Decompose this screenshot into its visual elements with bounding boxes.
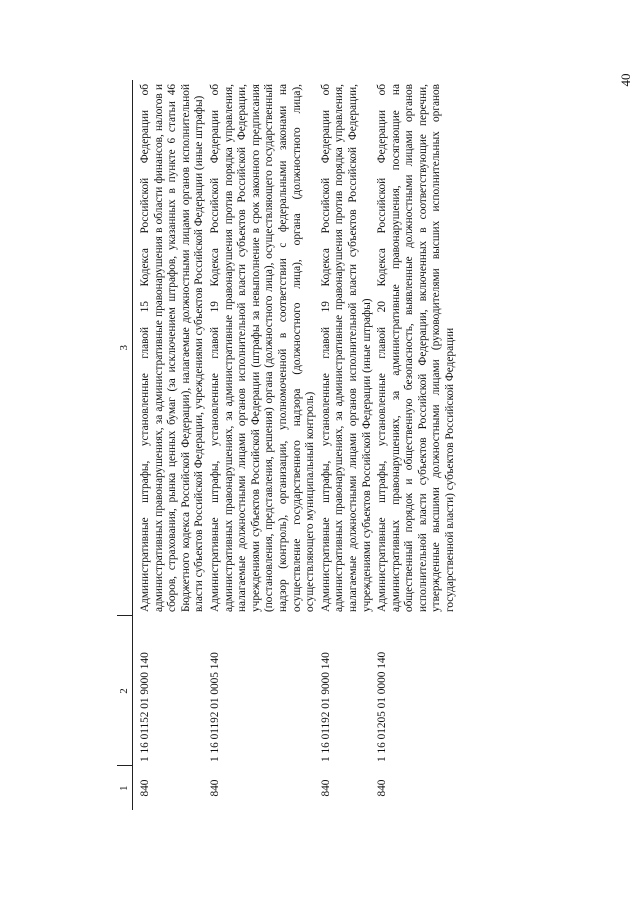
description-cell: Административные штрафы, установленные главой 19 Кодекса Российской Федерации об административных правонарушениях, за административные правонарушения против порядка управления, налагаемые должностными лицами органов исполнительной власти субъектов Российской Федерации, учреждениями субъектов Российской Федерации (штрафы за невыполнение в срок законного предписания (постановления, представления, решения) органа (должностного лица), осуществляющего государственный надзор (контроль), организации, уполномоченной в соответствии с федеральными законами на осуществление государственного надзора (должностного лица), органа (должностного лица), осуществляющего муниципальный контроль) <box>208 84 317 612</box>
budget-code-cell: 1 16 01192 01 9000 140 <box>319 652 332 762</box>
admin-code-cell: 840 <box>208 779 221 797</box>
rotated-table-container <box>117 80 494 810</box>
table-header-row <box>117 80 133 810</box>
description-cell: Административные штрафы, установленные главой 20 Кодекса Российской Федерации об административных правонарушениях, за административные правонарушения, посягающие на общественный порядок и общественную безопасность, выявленные должностными лицами органов исполнительной власти субъектов Российской Федерации, включенных в соответствующие перечни, утвержденные высшими должностными лицами (руководителями высших исполнительных органов государственной власти) субъектов Российской Федерации <box>376 84 457 612</box>
table-row <box>208 80 319 810</box>
table-row <box>375 80 459 810</box>
page-number: 40 <box>618 73 633 87</box>
budget-code-cell: 1 16 01205 01 0000 140 <box>376 651 389 762</box>
column-header-3: 3 <box>117 80 133 616</box>
table-row <box>319 80 375 810</box>
admin-code-cell: 840 <box>139 779 151 797</box>
admin-code-cell: 840 <box>376 779 389 797</box>
budget-code-cell: 1 16 01192 01 0005 140 <box>208 652 221 762</box>
budget-codes-table <box>117 80 459 810</box>
table-row <box>133 80 208 810</box>
column-header-1: 1 <box>117 766 133 810</box>
description-cell: Административные штрафы, установленные главой 19 Кодекса Российской Федерации об административных правонарушениях, за административные правонарушения против порядка управления, налагаемые должностными лицами органов исполнительной власти субъектов Российской Федерации, учреждениями субъектов Российской Федерации (иные штрафы) <box>319 84 373 612</box>
admin-code-cell: 840 <box>319 779 332 797</box>
column-header-2: 2 <box>117 616 133 766</box>
description-cell: Административные штрафы, установленные главой 15 Кодекса Российской Федерации об административных правонарушениях, за административные правонарушения в области финансов, налогов и сборов, страхования, рынка ценных бумаг (за исключением штрафов, указанных в пункте 6 статьи 46 Бюджетного кодекса Российской Федерации), налагаемые должностными лицами органов исполнительной власти субъектов Российской Федерации, учреждениями субъектов Российской Федерации (иные штрафы) <box>139 84 206 612</box>
budget-code-cell: 1 16 01152 01 9000 140 <box>139 652 151 762</box>
